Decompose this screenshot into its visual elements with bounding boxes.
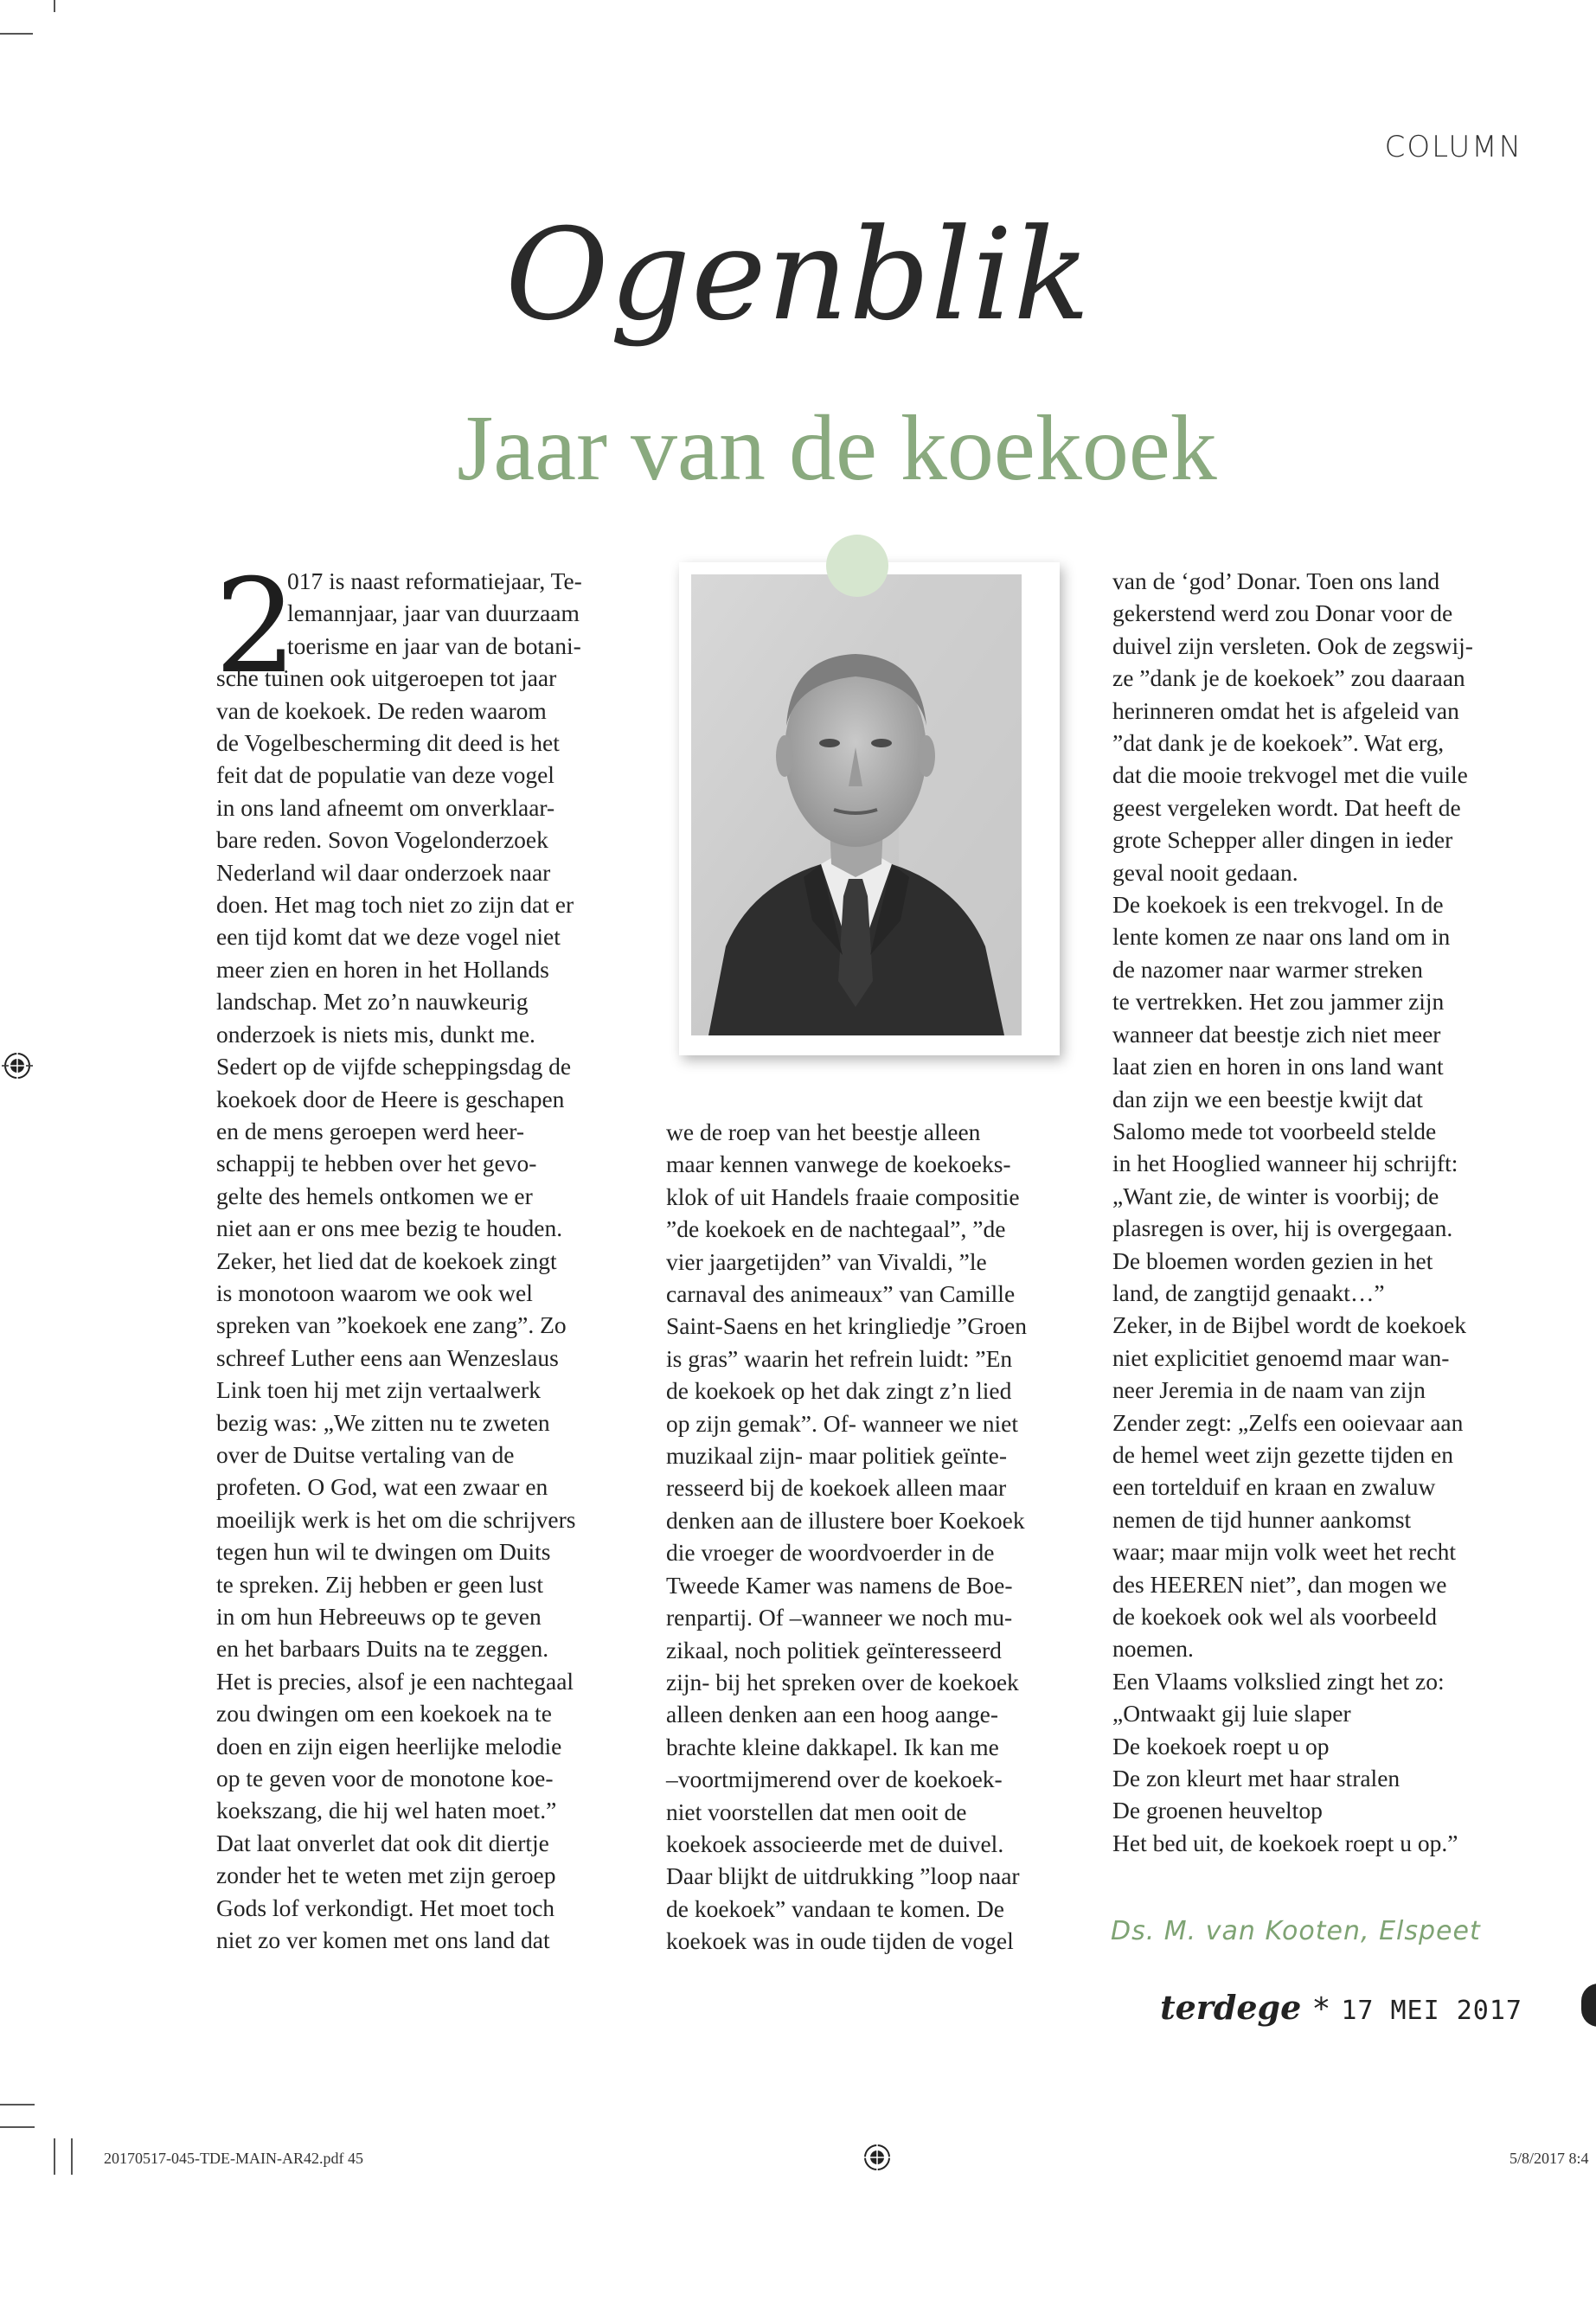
text-line: lemannjaar, jaar van duurzaam bbox=[287, 599, 580, 627]
text-line: bezig was: „We zitten nu te zweten bbox=[216, 1408, 550, 1436]
text-line: Het bed uit, de koekoek roept u op.” bbox=[1112, 1829, 1458, 1856]
text-line: van de ‘god’ Donar. Toen ons land bbox=[1112, 567, 1440, 594]
text-line: Gods lof verkondigt. Het moet toch bbox=[216, 1894, 555, 1921]
magazine-name: terdege bbox=[1160, 1988, 1302, 2027]
text-line: Zeker, in de Bijbel wordt de koekoek bbox=[1112, 1311, 1466, 1339]
file-slug: 20170517-045-TDE-MAIN-AR42.pdf 45 bbox=[104, 2150, 363, 2167]
text-line: sche tuinen ook uitgeroepen tot jaar bbox=[216, 664, 557, 692]
photo-pin-dot bbox=[826, 535, 888, 597]
text-line: Dat laat onverlet dat ook dit diertje bbox=[216, 1829, 549, 1856]
section-kicker: COLUMN bbox=[1384, 130, 1522, 164]
text-line: niet aan er ons mee bezig te houden. bbox=[216, 1215, 563, 1242]
text-line: koekoek associeerde met de duivel. bbox=[666, 1830, 1004, 1857]
text-line: carnaval des animeaux” van Camille bbox=[666, 1280, 1016, 1308]
text-line: ”dat dank je de koekoek”. Wat erg, bbox=[1112, 729, 1445, 757]
text-line: nemen de tijd hunner aankomst bbox=[1112, 1505, 1412, 1533]
article-column-2 bbox=[666, 1116, 1081, 1958]
text-line: Saint-Saens en het kringliedje ”Groen bbox=[666, 1312, 1027, 1340]
text-line: denken aan de illustere boer Koekoek bbox=[666, 1506, 1025, 1534]
text-line: brachte kleine dakkapel. Ik kan me bbox=[666, 1733, 999, 1760]
text-line: koekszang, die hij wel haten moet.” bbox=[216, 1797, 557, 1824]
text-line: De koekoek is een trekvogel. In de bbox=[1112, 891, 1444, 919]
text-line: Link toen hij met zijn vertaalwerk bbox=[216, 1376, 541, 1404]
text-line: Salomo mede tot voorbeeld stelde bbox=[1112, 1117, 1437, 1144]
page-number-tab bbox=[1581, 1984, 1596, 2027]
text-line: zijn- bij het spreken over de koekoek bbox=[666, 1668, 1019, 1695]
text-line: feit dat de populatie van deze vogel bbox=[216, 761, 554, 789]
footer-masthead bbox=[1125, 1988, 1522, 2027]
text-line: toerisme en jaar van de botani- bbox=[287, 631, 581, 659]
text-line: des HEEREN niet”, dan mogen we bbox=[1112, 1570, 1447, 1598]
text-line: wanneer dat beestje zich niet meer bbox=[1112, 1020, 1441, 1048]
text-line: over de Duitse vertaling van de bbox=[216, 1440, 515, 1468]
text-line: van de koekoek. De reden waarom bbox=[216, 696, 547, 724]
issue-date: 17 MEI 2017 bbox=[1341, 1996, 1522, 2026]
text-line: meer zien en horen in het Hollands bbox=[216, 955, 549, 983]
crop-mark bbox=[71, 2138, 73, 2175]
text-line: Het is precies, alsof je een nachtegaal bbox=[216, 1667, 574, 1695]
text-line: renpartij. Of –wanneer we noch mu- bbox=[666, 1604, 1013, 1631]
author-signature: Ds. M. van Kooten, Elspeet bbox=[1111, 1916, 1481, 1946]
text-line: spreken van ”koekoek ene zang”. Zo bbox=[216, 1311, 567, 1339]
crop-mark bbox=[54, 2138, 55, 2175]
text-line: neer Jeremia in de naam van zijn bbox=[1112, 1376, 1426, 1404]
text-line: onderzoek is niets mis, dunkt me. bbox=[216, 1020, 535, 1048]
text-line: resseerd bij de koekoek alleen maar bbox=[666, 1474, 1007, 1502]
text-line: Zeker, het lied dat de koekoek zingt bbox=[216, 1247, 557, 1274]
text-line: „Ontwaakt gij luie slaper bbox=[1112, 1700, 1351, 1727]
text-line: „Want zie, de winter is voorbij; de bbox=[1112, 1182, 1439, 1209]
text-line: dat die mooie trekvogel met die vuile bbox=[1112, 761, 1468, 789]
text-line: Daar blijkt de uitdrukking ”loop naar bbox=[666, 1862, 1020, 1890]
text-line: De bloemen worden gezien in het bbox=[1112, 1247, 1433, 1274]
text-line: schreef Luther eens aan Wenzeslaus bbox=[216, 1343, 559, 1371]
page-title: Ogenblik bbox=[505, 202, 1091, 349]
text-line: zikaal, noch politiek geïnteresseerd bbox=[666, 1636, 1002, 1663]
text-line: niet explicitiet genoemd maar wan- bbox=[1112, 1343, 1450, 1371]
text-line: Nederland wil daar onderzoek naar bbox=[216, 858, 551, 886]
registration-target-icon bbox=[862, 2142, 893, 2173]
text-line: –voortmijmerend over de koekoek- bbox=[666, 1766, 1003, 1793]
text-line: is monotoon waarom we ook wel bbox=[216, 1279, 533, 1306]
text-line: gelte des hemels ontkomen we er bbox=[216, 1182, 533, 1209]
text-line: Sedert op de vijfde scheppingsdag de bbox=[216, 1053, 572, 1080]
article-column-3 bbox=[1112, 565, 1536, 1859]
drop-cap: 2 bbox=[215, 552, 298, 702]
text-line: noemen. bbox=[1112, 1635, 1194, 1663]
text-line: de nazomer naar warmer streken bbox=[1112, 955, 1423, 983]
text-line: de koekoek” vandaan te komen. De bbox=[666, 1894, 1004, 1922]
text-line: in het Hooglied wanneer hij schrijft: bbox=[1112, 1150, 1458, 1177]
text-line: op zijn gemak”. Of- wanneer we niet bbox=[666, 1409, 1018, 1437]
text-line: klok of uit Handels fraaie compositie bbox=[666, 1183, 1020, 1210]
text-line: land, de zangtijd genaakt…” bbox=[1112, 1279, 1385, 1306]
text-line: een tortelduif en kraan en zwaluw bbox=[1112, 1473, 1436, 1501]
text-line: Zender zegt: „Zelfs een ooievaar aan bbox=[1112, 1408, 1464, 1436]
text-line: die vroeger de woordvoerder in de bbox=[666, 1539, 995, 1567]
text-line: landschap. Met zo’n nauwkeurig bbox=[216, 988, 529, 1016]
text-line: en de mens geroepen werd heer- bbox=[216, 1117, 525, 1144]
text-line: op te geven voor de monotone koe- bbox=[216, 1765, 554, 1792]
text-line: zonder het te weten met zijn geroep bbox=[216, 1862, 556, 1889]
text-line: geest vergeleken wordt. Dat heeft de bbox=[1112, 793, 1461, 821]
text-line: doen en zijn eigen heerlijke melodie bbox=[216, 1732, 562, 1759]
registration-target-icon bbox=[2, 1050, 33, 1081]
crop-mark bbox=[0, 2104, 35, 2106]
article-column-1 bbox=[216, 565, 649, 1956]
text-line: in om hun Hebreeuws op te geven bbox=[216, 1603, 542, 1630]
print-timestamp: 5/8/2017 8:4 bbox=[1509, 2150, 1589, 2167]
text-line: we de roep van het beestje alleen bbox=[666, 1118, 981, 1145]
text-line: ”de koekoek en de nachtegaal”, ”de bbox=[666, 1215, 1006, 1243]
text-line: duivel zijn versleten. Ook de zegswij- bbox=[1112, 631, 1473, 659]
text-line: niet zo ver komen met ons land dat bbox=[216, 1926, 550, 1954]
text-line: de Vogelbescherming dit deed is het bbox=[216, 729, 560, 757]
text-line: schappij te hebben over het gevo- bbox=[216, 1150, 537, 1177]
crop-mark bbox=[54, 0, 55, 12]
text-line: de hemel weet zijn gezette tijden en bbox=[1112, 1440, 1453, 1468]
text-line: profeten. O God, wat een zwaar en bbox=[216, 1473, 548, 1501]
text-line: moeilijk werk is het om die schrijvers bbox=[216, 1505, 576, 1533]
text-line: is gras” waarin het refrein luidt: ”En bbox=[666, 1344, 1013, 1372]
page-subtitle: Jaar van de koekoek bbox=[457, 397, 1217, 500]
text-line: lente komen ze naar ons land om in bbox=[1112, 923, 1451, 951]
text-line: een tijd komt dat we deze vogel niet bbox=[216, 923, 561, 951]
separator-asterisk: * bbox=[1313, 1991, 1330, 2027]
text-line: bare reden. Sovon Vogelonderzoek bbox=[216, 826, 548, 854]
text-line: te vertrekken. Het zou jammer zijn bbox=[1112, 988, 1445, 1016]
text-line: de koekoek ook wel als voorbeeld bbox=[1112, 1603, 1437, 1630]
text-line: vier jaargetijden” van Vivaldi, ”le bbox=[666, 1247, 987, 1275]
text-line: de koekoek op het dak zingt z’n lied bbox=[666, 1377, 1012, 1405]
text-line: De zon kleurt met haar stralen bbox=[1112, 1765, 1401, 1792]
text-line: geval nooit gedaan. bbox=[1112, 858, 1298, 886]
text-line: waar; maar mijn volk weet het recht bbox=[1112, 1538, 1457, 1566]
text-line: koekoek door de Heere is geschapen bbox=[216, 1085, 565, 1112]
text-line: niet voorstellen dat men ooit de bbox=[666, 1798, 967, 1825]
text-line: doen. Het mag toch niet zo zijn dat er bbox=[216, 891, 574, 919]
text-line: herinneren omdat het is afgeleid van bbox=[1112, 696, 1459, 724]
text-line: alleen denken aan een hoog aange- bbox=[666, 1701, 999, 1728]
text-line: dan zijn we een beestje kwijt dat bbox=[1112, 1085, 1423, 1112]
text-line: tegen hun wil te dwingen om Duits bbox=[216, 1538, 551, 1566]
text-line: ze ”dank je de koekoek” zou daaraan bbox=[1112, 664, 1465, 692]
author-portrait bbox=[691, 574, 1022, 1035]
text-line: in ons land afneemt om onverklaar- bbox=[216, 793, 555, 821]
crop-mark bbox=[0, 2126, 35, 2128]
text-line: 017 is naast reformatiejaar, Te- bbox=[287, 567, 582, 594]
text-line: De koekoek roept u op bbox=[1112, 1732, 1330, 1759]
text-line: laat zien en horen in ons land want bbox=[1112, 1053, 1444, 1080]
text-line: koekoek was in oude tijden de vogel bbox=[666, 1927, 1014, 1955]
text-line: Een Vlaams volkslied zingt het zo: bbox=[1112, 1667, 1445, 1695]
text-line: gekerstend werd zou Donar voor de bbox=[1112, 599, 1453, 627]
text-line: te spreken. Zij hebben er geen lust bbox=[216, 1570, 543, 1598]
text-line: zou dwingen om een koekoek na te bbox=[216, 1700, 552, 1727]
text-line: muzikaal zijn- maar politiek geïnte- bbox=[666, 1442, 1008, 1470]
text-line: Tweede Kamer was namens de Boe- bbox=[666, 1571, 1013, 1599]
text-line: grote Schepper aller dingen in ieder bbox=[1112, 826, 1453, 854]
text-line: en het barbaars Duits na te zeggen. bbox=[216, 1635, 549, 1663]
text-line: De groenen heuveltop bbox=[1112, 1797, 1323, 1824]
text-line: plasregen is over, hij is overgegaan. bbox=[1112, 1215, 1453, 1242]
crop-mark bbox=[0, 33, 33, 35]
text-line: maar kennen vanwege de koekoeks- bbox=[666, 1150, 1011, 1178]
